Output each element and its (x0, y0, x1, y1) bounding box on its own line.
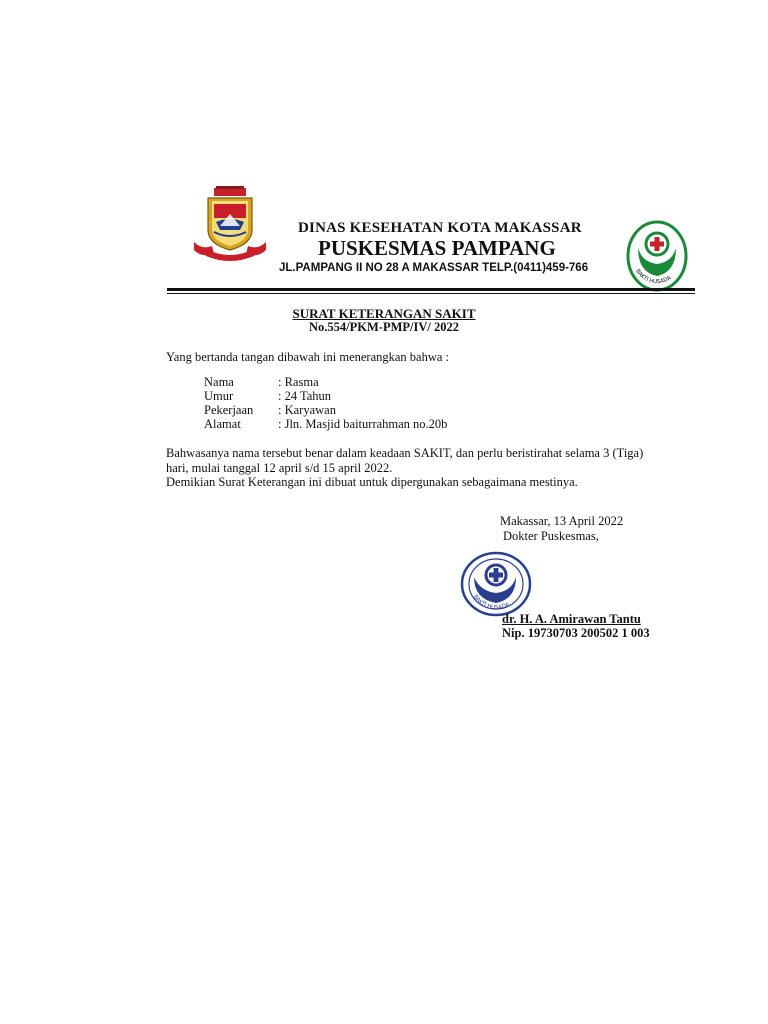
field-label: Pekerjaan (204, 403, 254, 417)
field-value: : Rasma (278, 375, 319, 389)
letter-statement (166, 446, 686, 490)
field-label: Nama (204, 375, 234, 389)
statement-line-2: hari, mulai tanggal 12 april s/d 15 april 2022. (166, 460, 393, 475)
bakti-husada-logo-text: BAKTI HUSADA (634, 268, 673, 286)
field-value: : Jln. Masjid baiturrahman no.20b (278, 417, 448, 431)
field-label: Umur (204, 389, 234, 403)
doctor-name: dr. H. A. Amirawan Tantu (502, 612, 641, 626)
makassar-emblem-logo (192, 186, 268, 264)
bakti-husada-logo (624, 218, 690, 294)
sign-place-date: Makassar, 13 April 2022 (500, 514, 624, 528)
field-label: Alamat (204, 417, 241, 431)
statement-line-1: Bahwasanya nama tersebut benar dalam keadaan SAKIT, dan perlu beristirahat selama 3 (Tiga) (166, 446, 644, 460)
header-rule-thick (167, 288, 695, 291)
letter-number: No.554/PKM-PMP/IV/ 2022 (309, 320, 459, 334)
field-row-address (204, 417, 447, 432)
sign-role: Dokter Puskesmas, (503, 529, 599, 543)
letter-intro: Yang bertanda tangan dibawah ini menerangkan bahwa : (166, 350, 450, 364)
field-value: : Karyawan (278, 403, 336, 417)
field-row-age (204, 389, 331, 404)
header-rule-thin (167, 293, 695, 294)
facility-address: JL.PAMPANG II NO 28 A MAKASSAR TELP.(0411)459-766 (279, 262, 589, 274)
facility-name: PUSKESMAS PAMPANG (318, 236, 556, 260)
field-row-occupation (204, 403, 336, 418)
stamp-text: BAKTI HUSADA (471, 593, 511, 611)
agency-name: DINAS KESEHATAN KOTA MAKASSAR (298, 220, 582, 236)
doctor-nip: Nip. 19730703 200502 1 003 (502, 626, 650, 640)
official-stamp (458, 551, 532, 617)
letter-title: SURAT KETERANGAN SAKIT (292, 306, 476, 321)
field-value: : 24 Tahun (278, 389, 332, 403)
field-row-name (204, 375, 319, 390)
closing-line: Demikian Surat Keterangan ini dibuat untuk dipergunakan sebagaimana mestinya. (166, 475, 578, 489)
